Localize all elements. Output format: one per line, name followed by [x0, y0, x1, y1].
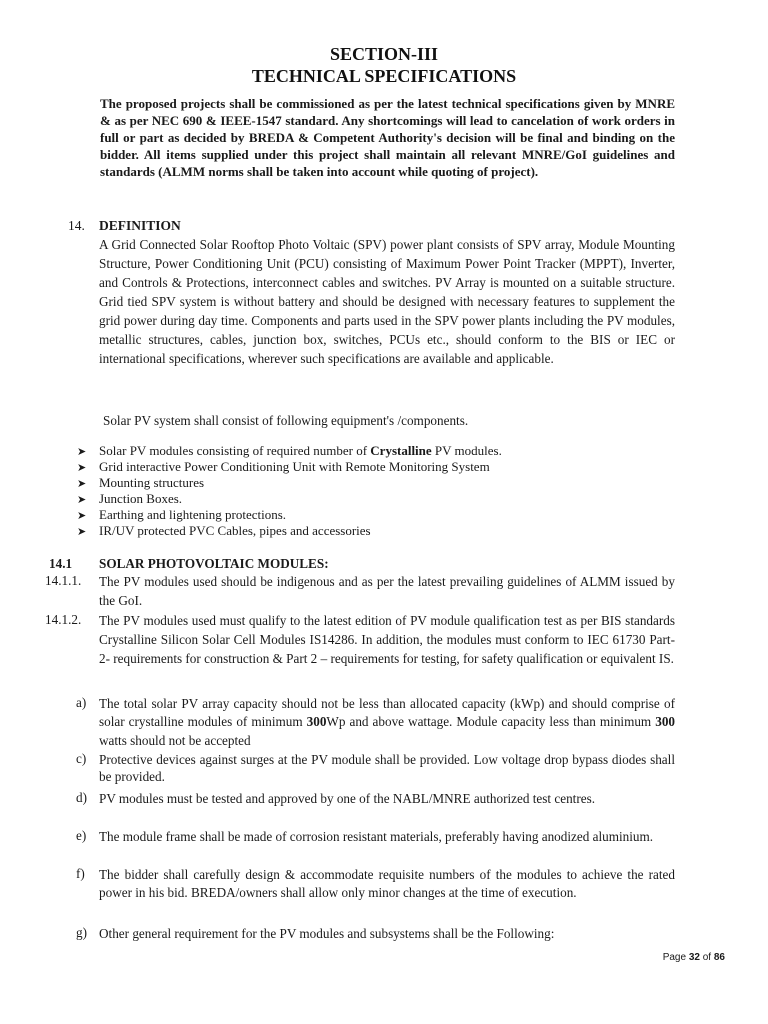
- definition-title: DEFINITION: [99, 218, 181, 233]
- requirement-a-text: The total solar PV array capacity should not be less than allocated capacity (kWp) and should comprise of solar crystalline modules of minimum 300Wp and above wattage. Module capacity less than minimum 300 watts should not be accepted: [99, 696, 675, 748]
- arrow-bullet-icon: ➤: [77, 461, 87, 474]
- list-item: ➤ Junction Boxes.: [77, 491, 183, 506]
- list-item: ➤ Mounting structures: [77, 475, 205, 490]
- section-title: SECTION-III: [329, 44, 439, 64]
- item-letter: e): [76, 828, 87, 843]
- requirement-f-text: The bidder shall carefully design & accommodate requisite numbers of the modules to achieve the rated power in his bid. BREDA/owners shall allow only minor changes at the time of execution.: [99, 867, 675, 901]
- modules-number: 14.1: [49, 556, 73, 571]
- item-letter: g): [76, 925, 87, 940]
- arrow-bullet-icon: ➤: [77, 509, 87, 522]
- item-letter: c): [76, 751, 87, 766]
- arrow-bullet-icon: ➤: [77, 445, 87, 458]
- requirement-g-text: Other general requirement for the PV modules and subsystems shall be the Following:: [99, 926, 555, 941]
- arrow-bullet-icon: ➤: [77, 477, 87, 490]
- list-item: ➤ IR/UV protected PVC Cables, pipes and accessories: [77, 523, 371, 538]
- list-item: ➤ Earthing and lightening protections.: [77, 507, 287, 522]
- page-number: Page 32 of 86: [662, 952, 725, 963]
- definition-number: 14.: [68, 218, 85, 233]
- list-item: ➤ Solar PV modules consisting of required number of Crystalline PV modules.: [77, 443, 502, 458]
- item-letter: d): [76, 790, 87, 805]
- requirement-e-text: The module frame shall be made of corrosion resistant materials, preferably having anodized aluminium.: [99, 829, 654, 844]
- section-subtitle: TECHNICAL SPECIFICATIONS: [251, 66, 517, 86]
- item-letter: f): [76, 866, 85, 881]
- clause-text: The PV modules used must qualify to the latest edition of PV module qualification test as per BIS standards Crystalline Silicon Solar Cell Modules IS14286. In addition, the modules must conform to IEC 61730 Part-2- requirements for construction & Part 2 – requirements for testing, for safety qualification or equivalent IS.: [99, 613, 675, 666]
- list-item: ➤ Grid interactive Power Conditioning Unit with Remote Monitoring System: [77, 459, 490, 474]
- requirement-d-text: PV modules must be tested and approved by one of the NABL/MNRE authorized test centres.: [99, 791, 596, 806]
- item-letter: a): [76, 695, 87, 710]
- requirement-c-text: Protective devices against surges at the PV module shall be provided. Low voltage drop bypass diodes shall be provided.: [99, 752, 675, 784]
- arrow-bullet-icon: ➤: [77, 525, 87, 538]
- components-list: [77, 443, 677, 539]
- arrow-bullet-icon: ➤: [77, 493, 87, 506]
- components-intro: Solar PV system shall consist of following equipment's /components.: [103, 413, 469, 428]
- clause-number: 14.1.1.: [45, 573, 82, 588]
- clause-text: The PV modules used should be indigenous and as per the latest prevailing guidelines of ALMM issued by the GoI.: [99, 574, 675, 608]
- clause-number: 14.1.2.: [45, 612, 82, 627]
- intro-paragraph: The proposed projects shall be commissioned as per the latest technical specifications given by MNRE & as per NEC 690 & IEEE-1547 standard. Any shortcomings will lead to cancelation of work orders in full or part as decided by BREDA & Competent Authority's decision will be final and binding on the bidder. All items supplied under this project shall maintain all relevant MNRE/GoI guidelines and standards (ALMM norms shall be taken into account while quoting of project).: [100, 96, 675, 180]
- definition-body: A Grid Connected Solar Rooftop Photo Voltaic (SPV) power plant consists of SPV array, Module Mounting Structure, Power Conditioning Unit (PCU) consisting of Maximum Power Point Tracker (MPPT), Inverter, and Controls & Protections, interconnect cables and switches. PV Array is mounted on a suitable structure. Grid tied SPV system is without battery and should be designed with necessary features to supplement the grid power during day time. Components and parts used in the SPV power plants including the PV modules, metallic structures, cables, junction box, switches, PCUs etc., should conform to the BIS or IEC or international specifications, wherever such specifications are available and applicable.: [99, 237, 675, 366]
- modules-title: SOLAR PHOTOVOLTAIC MODULES:: [99, 556, 329, 571]
